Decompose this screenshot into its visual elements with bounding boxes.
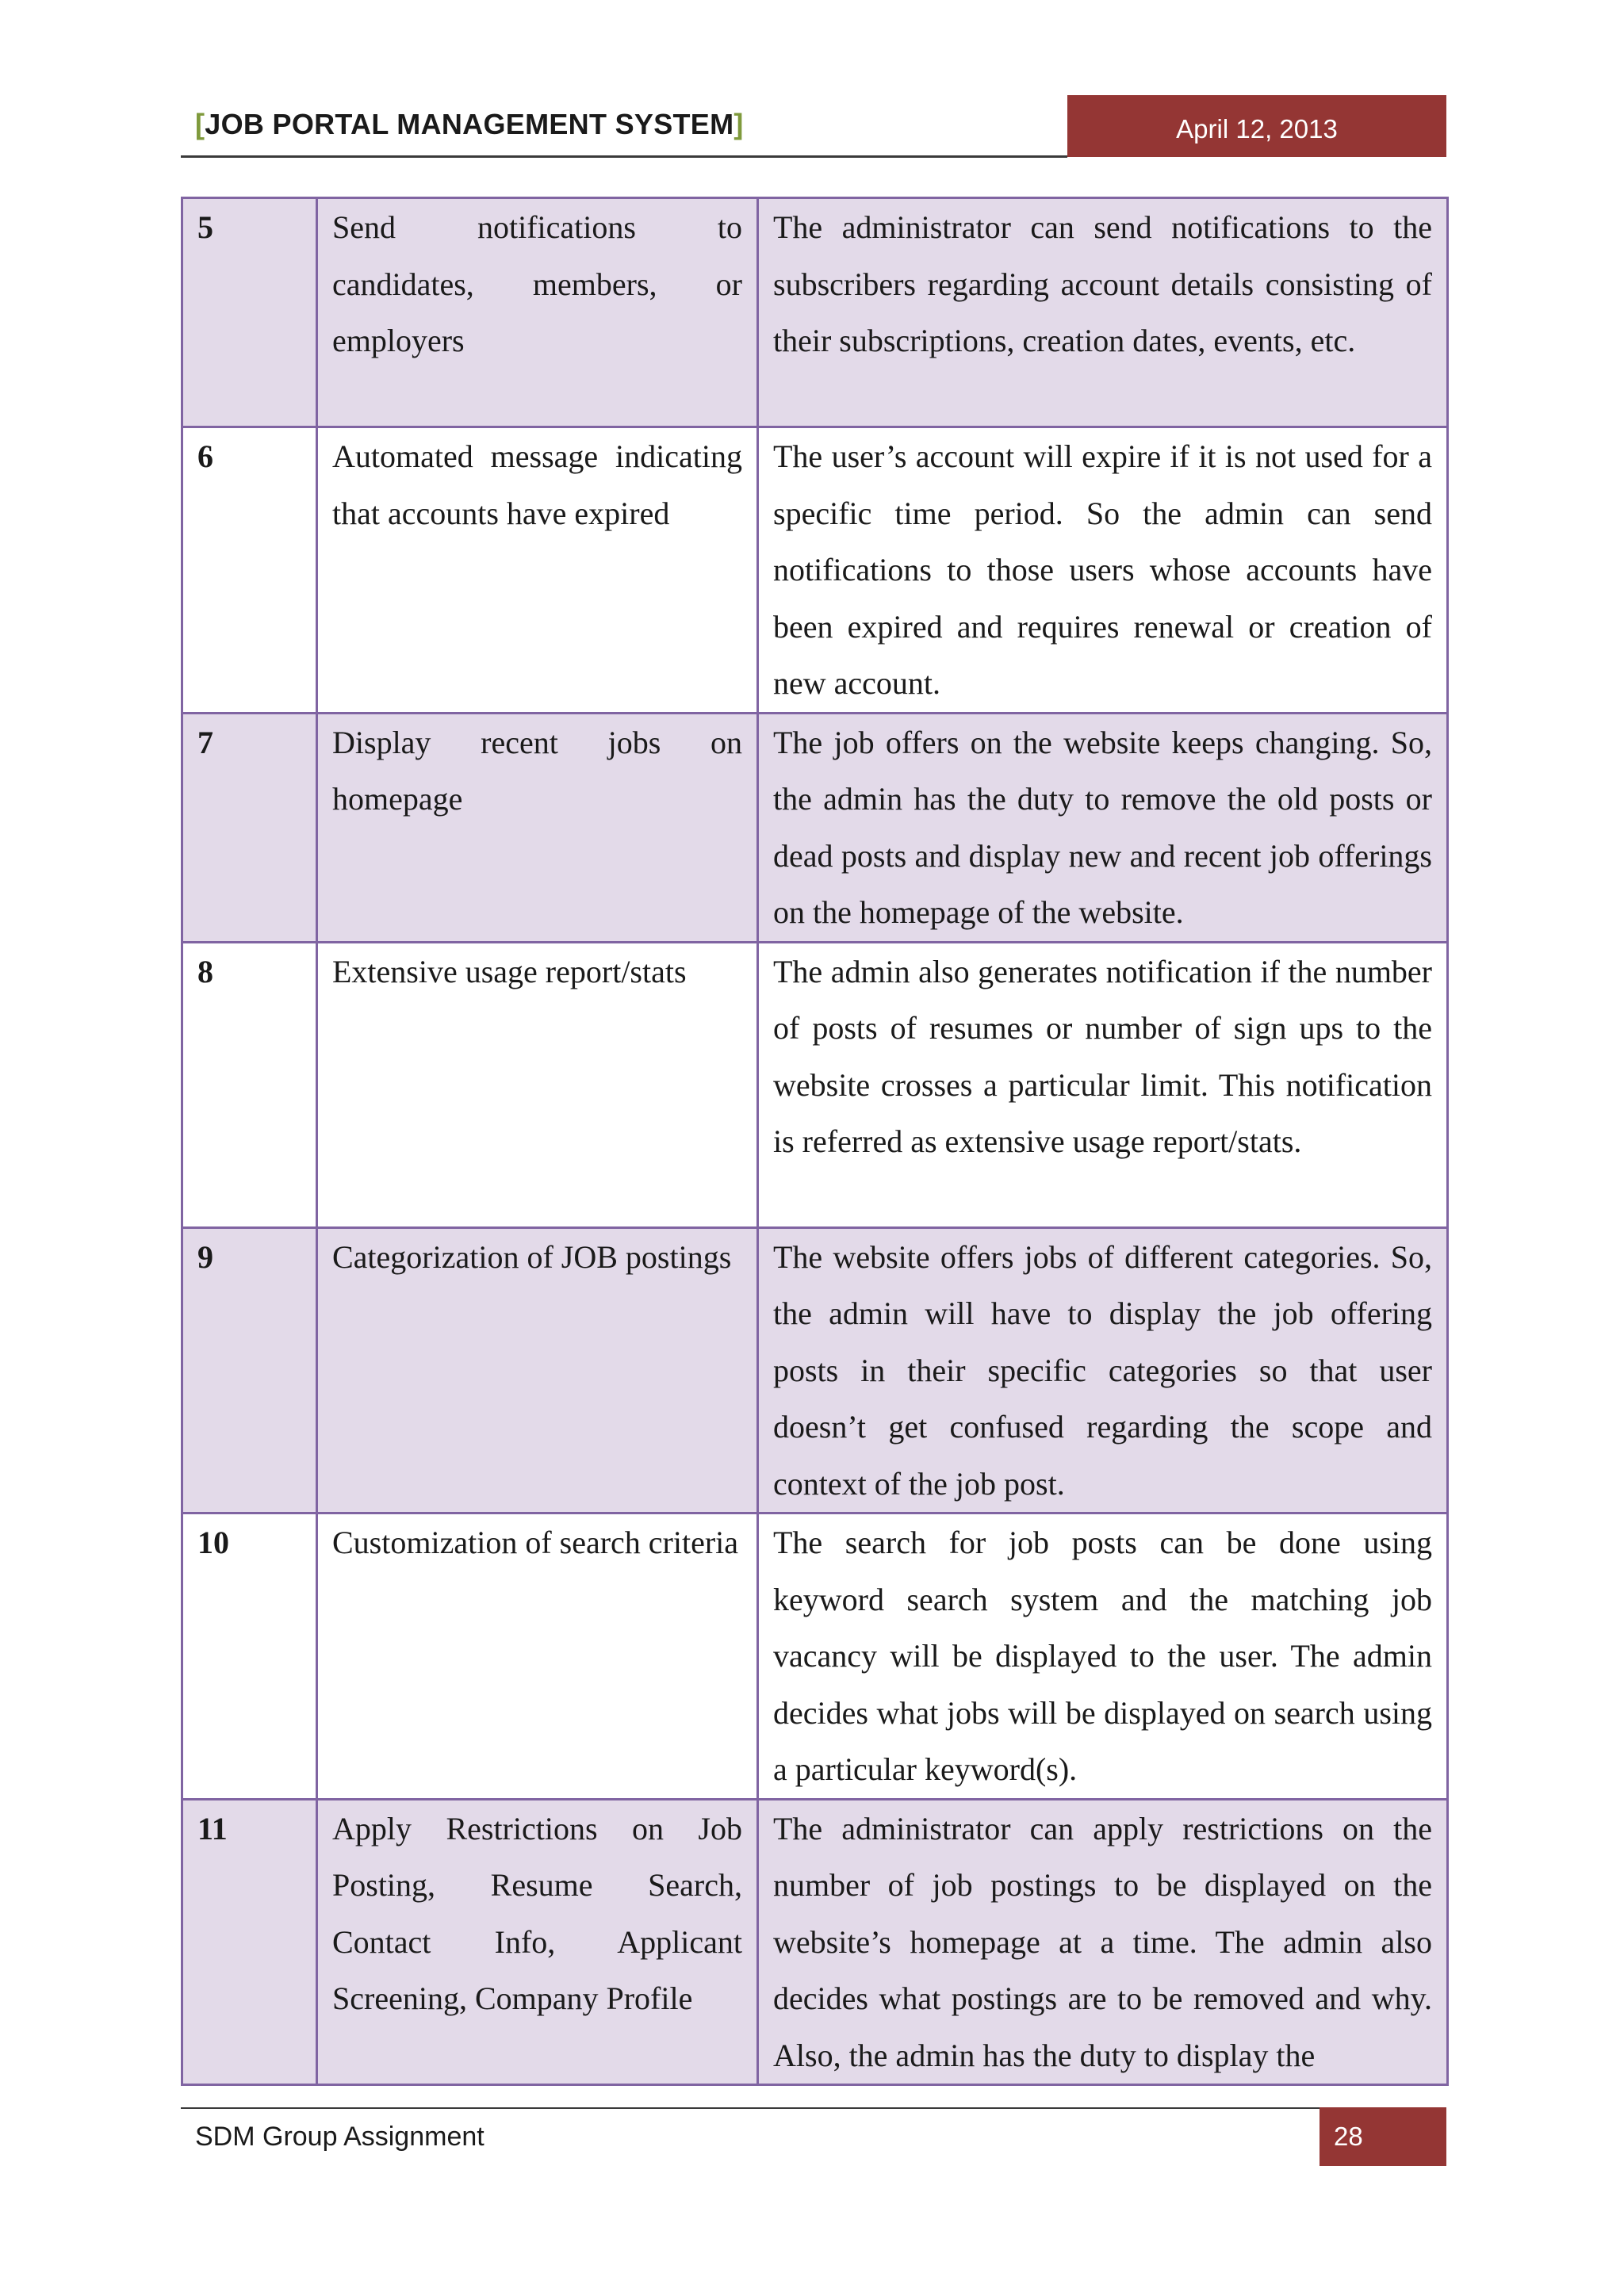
row-feature: Send notifications to candidates, members, or employers bbox=[317, 198, 758, 427]
requirements-table bbox=[181, 197, 1449, 2086]
row-number: 7 bbox=[182, 713, 317, 942]
document-title bbox=[195, 108, 744, 141]
page-number: 28 bbox=[1320, 2107, 1446, 2166]
table-row bbox=[182, 942, 1448, 1227]
row-number: 9 bbox=[182, 1227, 317, 1513]
row-number: 10 bbox=[182, 1513, 317, 1800]
row-feature: Customization of search criteria bbox=[317, 1513, 758, 1800]
page-footer bbox=[181, 2107, 1446, 2166]
header-rule bbox=[181, 155, 1067, 158]
row-description: The job offers on the website keeps changing. So, the admin has the duty to remove the old posts or dead posts and display new and recent job offerings on the homepage of the website. bbox=[758, 713, 1448, 942]
table-row bbox=[182, 713, 1448, 942]
table-row bbox=[182, 427, 1448, 714]
row-number: 11 bbox=[182, 1799, 317, 2085]
row-feature: Categorization of JOB postings bbox=[317, 1227, 758, 1513]
table-row bbox=[182, 198, 1448, 427]
header-date: April 12, 2013 bbox=[1067, 95, 1446, 157]
row-feature: Display recent jobs on homepage bbox=[317, 713, 758, 942]
row-description: The admin also generates notification if the number of posts of resumes or number of sign ups to the website crosses a particular limit. This notification is referred as extensive usage report/stats. bbox=[758, 942, 1448, 1227]
row-description: The user’s account will expire if it is not used for a specific time period. So the admin can send notifications to those users whose accounts have been expired and requires renewal or creation of new account. bbox=[758, 427, 1448, 714]
row-number: 5 bbox=[182, 198, 317, 427]
footer-text: SDM Group Assignment bbox=[195, 2122, 485, 2152]
row-feature: Apply Restrictions on Job Posting, Resume Search, Contact Info, Applicant Screening, Company Profile bbox=[317, 1799, 758, 2085]
title-bracket-open: [ bbox=[195, 108, 205, 140]
page-header bbox=[181, 95, 1446, 159]
table-row bbox=[182, 1513, 1448, 1800]
row-description: The search for job posts can be done using keyword search system and the matching job vacancy will be displayed to the user. The admin decides what jobs will be displayed on search using a particular keyword(s). bbox=[758, 1513, 1448, 1800]
table-row bbox=[182, 1227, 1448, 1513]
row-description: The administrator can send notifications to the subscribers regarding account details consisting of their subscriptions, creation dates, events, etc. bbox=[758, 198, 1448, 427]
row-description: The website offers jobs of different categories. So, the admin will have to display the job offering posts in their specific categories so that user doesn’t get confused regarding the scope and context of the job post. bbox=[758, 1227, 1448, 1513]
table-row bbox=[182, 1799, 1448, 2085]
title-bracket-close: ] bbox=[733, 108, 744, 140]
row-feature: Extensive usage report/stats bbox=[317, 942, 758, 1227]
document-title-text: JOB PORTAL MANAGEMENT SYSTEM bbox=[205, 108, 734, 140]
row-description: The administrator can apply restrictions on the number of job postings to be displayed on the website’s homepage at a time. The admin also decides what postings are to be removed and why. Also, the admin has the duty to display the bbox=[758, 1799, 1448, 2085]
row-number: 8 bbox=[182, 942, 317, 1227]
footer-rule bbox=[181, 2107, 1320, 2109]
row-feature: Automated message indicating that accounts have expired bbox=[317, 427, 758, 714]
row-number: 6 bbox=[182, 427, 317, 714]
